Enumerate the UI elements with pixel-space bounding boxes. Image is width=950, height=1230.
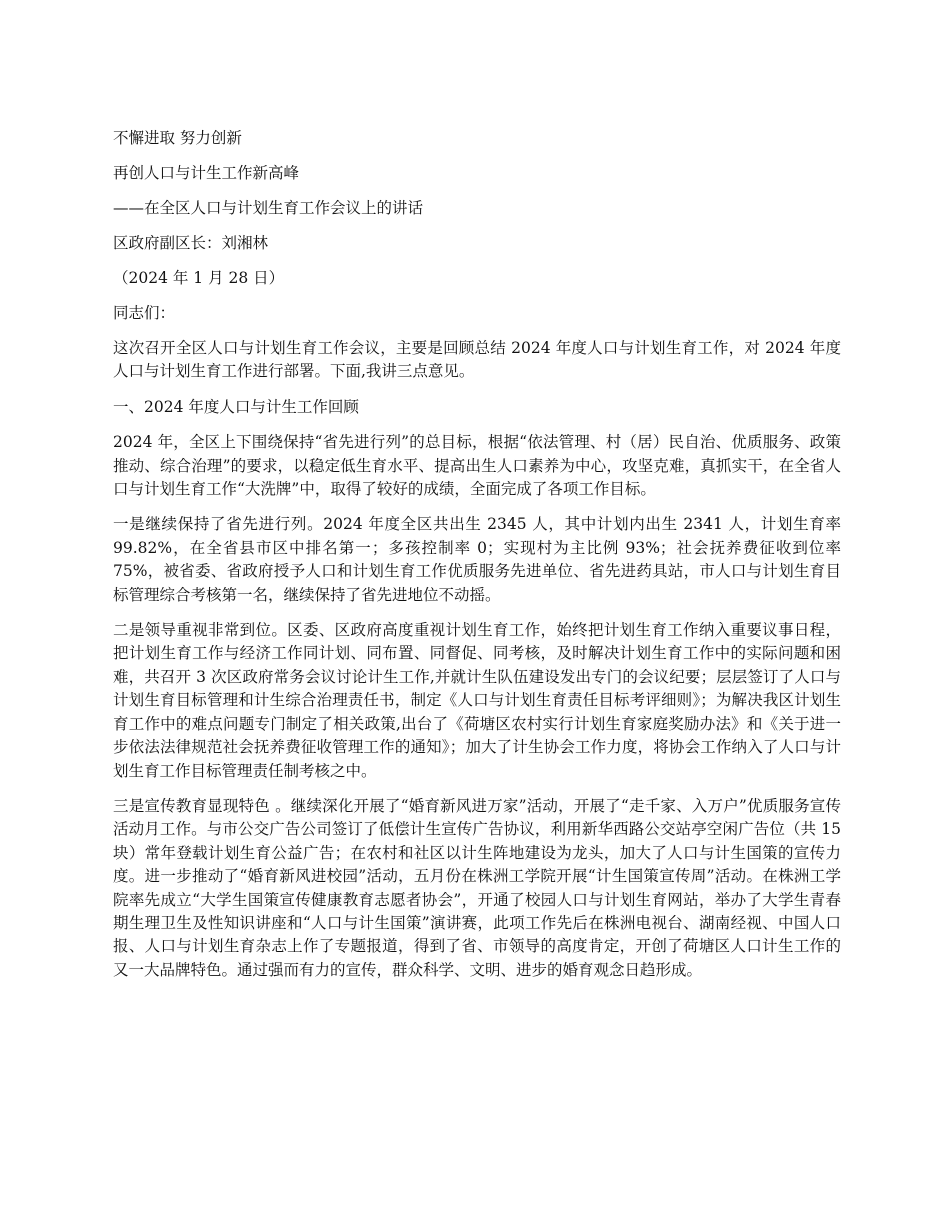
- paragraph-point-3: 三是宣传教育显现特色 。继续深化开展了“婚育新风进万家”活动，开展了“走千家、入万户”优质服务宣传活动月工作。与市公交广告公司签订了低偿计生宣传广告协议，利用新华西路公交站亭空闲广告位（共 15 块）常年登载计划生育公益广告；在农村和社区以计生阵地建设为龙头，加大了人口与计生国策的宣传力度。进一步推动了“婚育新风进校园”活动，五月份在株洲工学院开展“计生国策宣传周”活动。在株洲工学院率先成立“大学生国策宣传健康教育志愿者协会”，开通了校园人口与计划生育网站，举办了大学生青春期生理卫生及性知识讲座和“人口与计生国策”演讲赛，此项工作先后在株洲电视台、湖南经视、中国人口报、人口与计划生育杂志上作了专题报道，得到了省、市领导的高度肯定，开创了荷塘区人口计生工作的又一大品牌特色。通过强而有力的宣传，群众科学、文明、进步的婚育观念日趋形成。: [113, 796, 841, 979]
- section-heading-1: 一、2024 年度人口与计生工作回顾: [113, 397, 359, 416]
- paragraph-overview: 2024 年，全区上下围绕保持“省先进行列”的总目标，根据“依法管理、村（居）民自治、优质服务、政策推动、综合治理”的要求，以稳定低生育水平、提高出生人口素养为中心，攻坚克难，真抓实干，在全省人口与计划生育工作“大洗牌”中，取得了较好的成绩，全面完成了各项工作目标。: [113, 433, 841, 499]
- date: （2024 年 1 月 28 日）: [113, 269, 285, 287]
- subtitle: ——在全区人口与计划生育工作会议上的讲话: [113, 199, 424, 217]
- salutation: 同志们：: [113, 304, 176, 322]
- document-page: [113, 126, 841, 982]
- paragraph-point-1: 一是继续保持了省先进行列。2024 年度全区共出生 2345 人，其中计划内出生 2341 人，计划生育率 99.82%，在全省县市区中排名第一；多孩控制率 0；实现村为主比例 93%；社会抚养费征收到位率 75%，被省委、省政府授予人口和计划生育工作优质服务先进单位、省先进药具站，市人口与计划生育目标管理综合考核第一名，继续保持了省先进地位不动摇。: [113, 515, 841, 604]
- title-line-1: 不懈进取 努力创新: [113, 129, 242, 147]
- paragraph-point-2: 二是领导重视非常到位。区委、区政府高度重视计划生育工作，始终把计划生育工作纳入重要议事日程，把计划生育工作与经济工作同计划、同布置、同督促、同考核，及时解决计划生育工作中的实际问题和困难，共召开 3 次区政府常务会议讨论计生工作,并就计生队伍建设发出专门的会议纪要；层层签订了人口与计划生育目标管理和计生综合治理责任书，制定《人口与计划生育责任目标考评细则》；为解决我区计划生育工作中的难点问题专门制定了相关政策,出台了《荷塘区农村实行计划生育家庭奖励办法》和《关于进一步依法法律规范社会抚养费征收管理工作的通知》；加大了计生协会工作力度，将协会工作纳入了人口与计划生育工作目标管理责任制考核之中。: [113, 621, 841, 780]
- paragraph-intro: 这次召开全区人口与计划生育工作会议，主要是回顾总结 2024 年度人口与计划生育工作，对 2024 年度人口与计划生育工作进行部署。下面,我讲三点意见。: [113, 339, 841, 381]
- title-line-2: 再创人口与计生工作新高峰: [113, 164, 300, 182]
- speaker: 区政府副区长：刘湘林: [113, 234, 269, 252]
